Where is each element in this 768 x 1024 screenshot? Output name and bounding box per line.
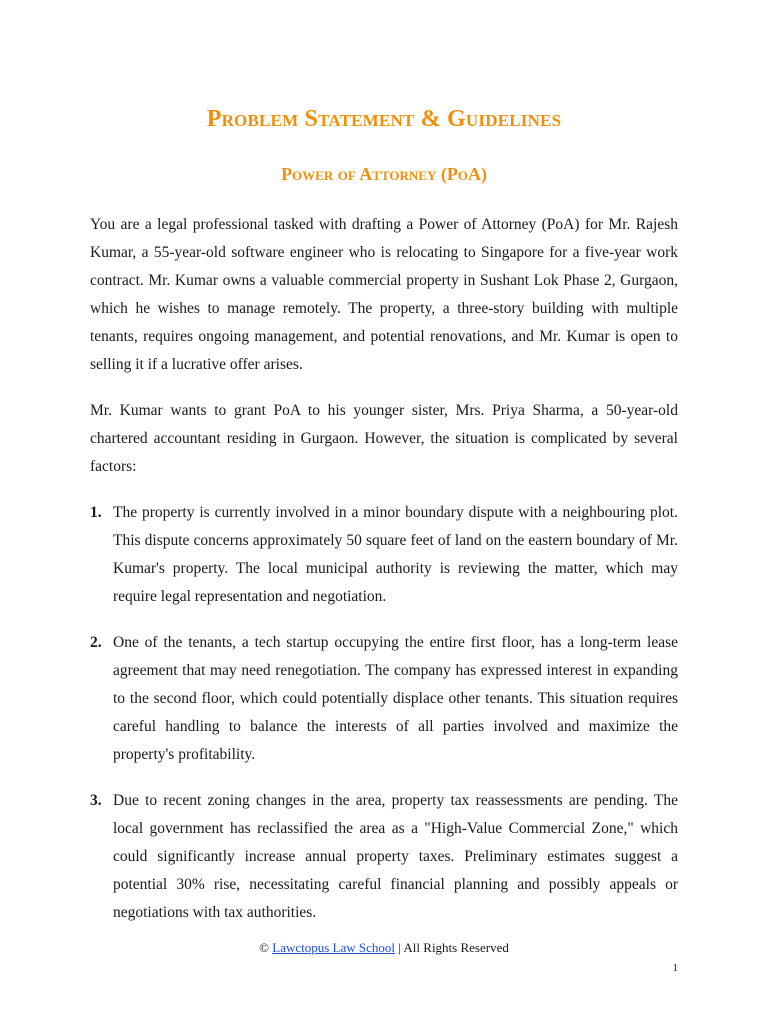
list-item — [90, 499, 678, 611]
list-number: 1. — [90, 504, 102, 521]
copyright-icon: © — [259, 940, 270, 955]
footer — [0, 940, 768, 956]
list-item — [90, 629, 678, 769]
list-number: 2. — [90, 634, 102, 651]
rights-text: | All Rights Reserved — [398, 940, 509, 955]
page-number: 1 — [672, 962, 678, 974]
page-subtitle: Power of Attorney (PoA) — [281, 164, 487, 184]
list-item-text: Due to recent zoning changes in the area, property tax reassessments are pending. The local government has reclassified the area as a "High-Value Commercial Zone," which could significantly increase annual property taxes. Preliminary estimates suggest a potential 30% rise, necessitating careful financial planning and possibly appeals or negotiations with tax authorities. — [113, 792, 678, 921]
list-item-text: The property is currently involved in a minor boundary dispute with a neighbouring plot. This dispute concerns approximately 50 square feet of land on the eastern boundary of Mr. Kumar's property. The local municipal authority is reviewing the matter, which may require legal representation and negotiation. — [113, 504, 678, 605]
list-item — [90, 787, 678, 927]
paragraph: You are a legal professional tasked with drafting a Power of Attorney (PoA) for Mr. Rajesh Kumar, a 55-year-old software engineer who is relocating to Singapore for a five-year work contract. Mr. Kumar owns a valuable commercial property in Sushant Lok Phase 2, Gurgaon, which he wishes to manage remotely. The property, a three-story building with multiple tenants, requires ongoing management, and potential renovations, and Mr. Kumar is open to selling it if a lucrative offer arises. — [90, 216, 678, 373]
lawctopus-link[interactable]: Lawctopus Law School — [272, 940, 396, 955]
list-item-text: One of the tenants, a tech startup occupying the entire first floor, has a long-term lease agreement that may need renegotiation. The company has expressed interest in expanding to the second floor, which could potentially displace other tenants. This situation requires careful handling to balance the interests of all parties involved and maximize the property's profitability. — [113, 634, 678, 763]
numbered-list — [90, 499, 678, 927]
page-title: Problem Statement & Guidelines — [206, 106, 562, 132]
paragraph: Mr. Kumar wants to grant PoA to his younger sister, Mrs. Priya Sharma, a 50-year-old chartered accountant residing in Gurgaon. However, the situation is complicated by several factors: — [90, 402, 678, 475]
list-number: 3. — [90, 792, 102, 809]
document-body — [90, 211, 678, 945]
